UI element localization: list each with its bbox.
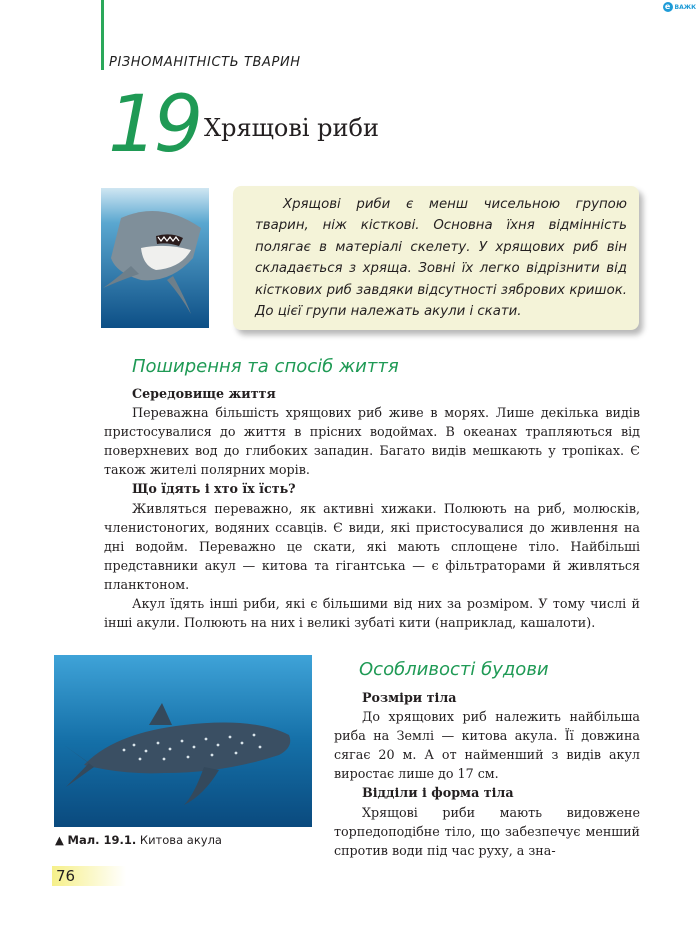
section-title: РІЗНОМАНІТНІСТЬ ТВАРИН: [109, 55, 301, 70]
publisher-logo: [663, 2, 696, 12]
paragraph-body-shape: Хрящові риби мають видовжене торпедоподібне тіло, що забезпечує менший спротив води під час руху, а зна-: [334, 804, 640, 858]
caption-text: Китова акула: [139, 833, 222, 847]
logo-text: ВАЖК: [674, 3, 696, 11]
section-heading-distribution: Поширення та спосіб життя: [132, 356, 399, 377]
section-heading-structure: Особливості будови: [359, 659, 549, 680]
paragraph-size: До хрящових риб належить найбільша риба на Землі — китова акула. Її довжина сягає 20 м. А от найменший з видів акул виростає лише до 17 см.: [334, 709, 640, 782]
chapter-title: Хрящові риби: [204, 114, 379, 142]
figure-caption: [55, 833, 222, 847]
caption-marker-icon: ▲: [55, 833, 64, 847]
chapter-number: 19: [108, 80, 200, 170]
paragraph-predators: Акул їдять інші риби, які є більшими від них за розміром. У тому числі й інші акули. Полюють на них і великі зубаті кити (наприклад, кашалоти).: [104, 596, 640, 631]
page-number: 76: [52, 866, 126, 886]
section2-body: [334, 688, 640, 860]
intro-text: Хрящові риби є менш чисельною групою тварин, ніж кісткові. Основна їхня відмінність полягає в матеріалі скелету. У хрящових риб він складається з хряща. Зовні їх легко відрізнити від кісткових риб завдяки відсутності зябрових кришок. До цієї групи належать акули і скати.: [255, 197, 627, 320]
caption-label: Мал. 19.1.: [67, 833, 137, 847]
subheading-body-shape: Відділи і форма тіла: [362, 785, 514, 801]
section-accent-bar: [101, 0, 104, 70]
whale-shark-photo: [54, 655, 312, 827]
shark-photo: [101, 188, 209, 328]
section1-body: [104, 384, 640, 632]
subheading-size: Розміри тіла: [362, 690, 457, 705]
subheading-habitat: Середовище життя: [132, 386, 276, 401]
paragraph-habitat: Переважна більшість хрящових риб живе в морях. Лише декілька видів пристосувалися до життя в прісних водоймах. В океанах трапляються від поверхневих вод до глибоких западин. Багато видів мешкають у тропіках. Є також жителі полярних морів.: [104, 405, 640, 478]
intro-box: [233, 186, 639, 330]
logo-icon: e: [663, 2, 673, 12]
paragraph-food: Живляться переважно, як активні хижаки. Полюють на риб, молюсків, членистоногих, водяних ссавців. Є види, які пристосувалися до живлення на дні водойм. Переважно це скати, які мають сплощене тіло. Найбільші представники акул — китова та гігантська — є фільтраторами й живляться планктоном.: [104, 500, 640, 592]
subheading-food: Що їдять і хто їх їсть?: [132, 481, 296, 497]
